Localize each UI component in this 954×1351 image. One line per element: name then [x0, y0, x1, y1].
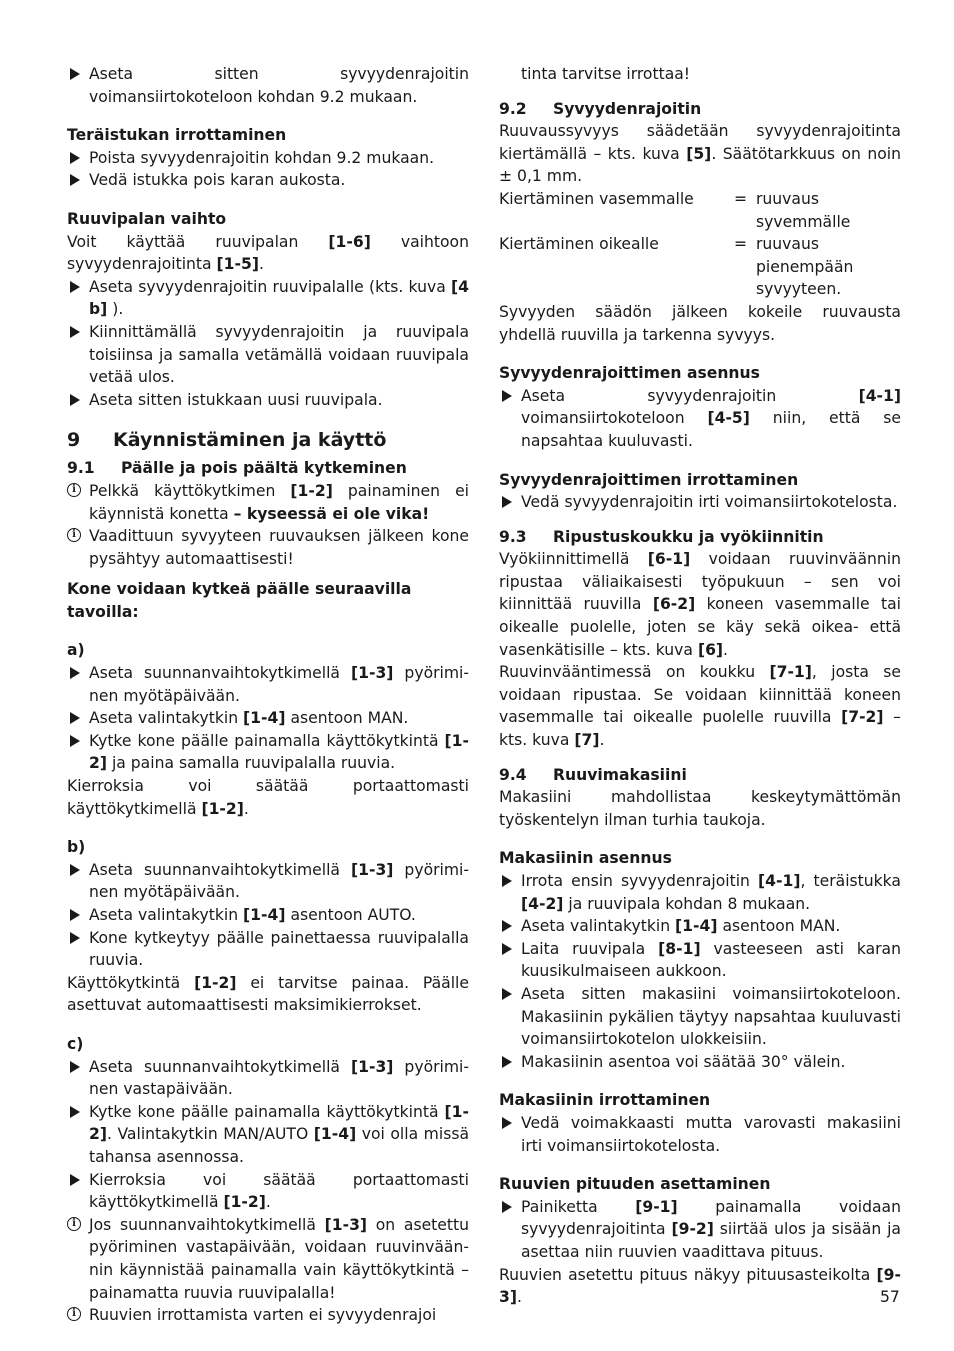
text-run: , josta se voidaan ripustaa. Se voidaan kiinnittää koneen vasemmalle tai oikealle puolelle ruuvilla: [499, 663, 901, 727]
text-run: [4-1]: [858, 386, 901, 405]
info-note: [67, 1304, 469, 1327]
bullet-item: [499, 983, 901, 1051]
bullet-item: [67, 904, 469, 927]
text-run: Ruuvien asetettu pituus näkyy pituusasteikolta: [499, 1265, 877, 1284]
text-run: Ruuvien pituuden asettaminen: [499, 1175, 771, 1194]
text-run: Painiketta: [521, 1197, 636, 1216]
text-run: Vedä voimakkaasti mutta varovasti makasiini irti voimansiirtokotelosta.: [521, 1113, 901, 1155]
page-number: 57: [880, 1288, 900, 1306]
text-run: [1-3]: [351, 860, 394, 879]
paragraph: [499, 548, 901, 661]
text-run: siirtää ulos ja sisään ja asettaa niin ruuvien vaadittava pituus.: [521, 1220, 901, 1261]
spacer: [499, 514, 901, 522]
text-run: , teräistukka: [800, 872, 901, 890]
text-run: – kyseessä ei ole vika!: [233, 504, 430, 523]
subsection-heading: [499, 526, 901, 549]
bullet-item: [67, 63, 469, 108]
text-run: . Säätötarkkuus on noin ± 0,1 mm.: [499, 144, 902, 186]
text-run: [8-1]: [658, 939, 701, 958]
info-icon: i: [67, 1217, 81, 1231]
bullet-item: [67, 662, 469, 707]
text-run: painamalla voidaan syvyydenrajoitinta: [521, 1197, 901, 1239]
text-run: [1-6]: [328, 232, 371, 251]
text-run: on asetettu pyöriminen vastapäivään, voidaan ruuvinväännin käynnistää painamalla vain käyttökytkintä – painamatta ruuvia ruuvipalalla!: [89, 1215, 469, 1302]
text-run: Vedä syvyydenrajoitin irti voimansiirtokotelosta.: [521, 493, 898, 512]
bullet-item: [67, 1101, 469, 1169]
bullet-item: [67, 730, 469, 775]
text-run: [4-1]: [758, 872, 801, 890]
text-run: [1-2]: [290, 481, 333, 500]
text-run: Kytke kone päälle painamalla käyttökytkintä: [89, 731, 445, 750]
spacer: [67, 108, 469, 116]
text-run: ).: [107, 300, 124, 319]
text-run: .: [243, 799, 249, 818]
subheading: [499, 1173, 901, 1196]
paragraph: [499, 1264, 901, 1309]
bullet-item: [499, 915, 901, 938]
text-run: b): [67, 838, 86, 857]
text-run: [1-2]: [194, 973, 237, 992]
text-run: Makasiinin asentoa voi säätää 30° välein.: [521, 1052, 846, 1071]
text-run: Kierroksia voi säätää portaattomasti käyttökytkimellä: [67, 777, 469, 818]
text-run: Aseta sitten istukkaan uusi ruuvipala.: [89, 390, 383, 409]
text-run: [4-5]: [707, 409, 750, 428]
subheading: [499, 469, 901, 492]
bullet-item: [499, 1112, 901, 1157]
text-run: ja paina samalla ruuvipalalla ruuvia.: [106, 754, 396, 773]
left-column: [67, 63, 469, 1327]
section-number: 9.3: [499, 527, 527, 546]
text-run: [1-2]: [223, 1193, 266, 1212]
spacer: [67, 820, 469, 828]
text-run: koneen vasemmalle tai oikealle puolelle, joten se käy sekä oikea- että vasenkätisille – kts. kuva: [499, 595, 901, 659]
text-run: .: [599, 731, 605, 750]
info-icon: i: [67, 528, 81, 542]
spacer: [499, 1157, 901, 1165]
text-run: [6-1]: [647, 550, 691, 569]
text-run: c): [67, 1034, 84, 1053]
text-run: Ruuvimakasiini: [553, 765, 687, 784]
rotation-table: [499, 188, 901, 301]
table-cell: Kiertäminen oikealle: [499, 235, 659, 254]
text-run: [1-5]: [216, 255, 259, 274]
spacer: [67, 623, 469, 631]
text-run: Pelkkä käyttökytkimen: [89, 481, 291, 500]
bullet-item: [499, 1051, 901, 1074]
paragraph: [499, 120, 901, 188]
section-number: 9: [67, 429, 81, 452]
text-run: Vaadittuun syvyyteen ruuvauksen jälkeen kone pysähtyy automaattisesti!: [89, 527, 469, 568]
text-run: Poista syvyydenrajoitin kohdan 9.2 mukaan.: [89, 148, 435, 167]
text-run: pyöriminen myötäpäivään.: [89, 860, 470, 902]
spacer: [499, 346, 901, 354]
text-run: pyöriminen vastapäivään.: [89, 1057, 470, 1099]
text-run: Aseta suunnanvaihtokytkimellä: [89, 1057, 351, 1076]
section-number: 9.2: [499, 99, 527, 118]
text-run: pyöriminen myötäpäivään.: [89, 664, 470, 705]
paragraph: [67, 972, 469, 1017]
text-run: [9-2]: [671, 1220, 714, 1239]
text-run: ja ruuvipala kohdan 8 mukaan.: [563, 894, 811, 913]
bullet-item: [499, 1196, 901, 1264]
table-cell: ruuvaus pienempään syvyyteen.: [756, 235, 854, 299]
bullet-item: [67, 321, 469, 389]
text-run: Syvyydenrajoitin: [553, 99, 702, 118]
text-run: Laita ruuvipala: [521, 939, 659, 958]
info-icon: i: [67, 483, 81, 497]
text-run: asentoon MAN.: [717, 917, 841, 936]
text-run: a): [67, 641, 85, 660]
text-run: Kierroksia voi säätää portaattomasti käyttökytkimellä: [89, 1170, 469, 1212]
subheading: [67, 639, 469, 662]
subheading: [67, 836, 469, 859]
bullet-item: [67, 169, 469, 192]
text-run: Syvyydenrajoittimen asennus: [499, 364, 760, 383]
subsection-heading: [499, 98, 901, 121]
text-run: [4 b]: [89, 277, 469, 319]
table-cell: =: [734, 189, 748, 208]
text-run: Aseta suunnanvaihtokytkimellä: [89, 664, 351, 683]
bullet-item: [499, 870, 901, 915]
spacer: [67, 411, 469, 419]
text-run: Kone kytkeytyy päälle painettaessa ruuvipalalla ruuvia.: [89, 928, 469, 970]
text-run: Ruuvipalan vaihto: [67, 209, 227, 228]
text-run: – kts. kuva: [499, 708, 901, 750]
bullet-item: [499, 938, 901, 983]
text-run: Vedä istukka pois karan aukosta.: [89, 171, 346, 190]
text-run: . Valintakytkin MAN/AUTO: [106, 1125, 314, 1144]
paragraph: [499, 301, 901, 346]
text-run: Aseta syvyydenrajoitin: [521, 386, 859, 405]
section-title: [113, 427, 386, 453]
text-run: [1-4]: [243, 906, 286, 924]
text-run: Syvyyden säädön jälkeen kokeile ruuvausta yhdellä ruuvilla ja tarkenna syvyys.: [499, 302, 901, 344]
text-run: Jos suunnanvaihtokytkimellä: [89, 1215, 325, 1234]
text-run: [7-2]: [841, 708, 884, 727]
info-icon: i: [67, 1307, 81, 1321]
text-run: Käynnistäminen ja käyttö: [113, 429, 387, 452]
text-run: voimansiirtokoteloon: [521, 409, 708, 428]
text-run: Aseta valintakytkin: [521, 917, 676, 936]
paragraph: [499, 786, 901, 831]
text-run: .: [265, 1193, 271, 1212]
paragraph: [67, 231, 469, 276]
text-run: Ripustuskoukku ja vyökiinnitin: [553, 527, 824, 546]
section-number: 9.1: [67, 459, 95, 478]
text-run: Teräistukan irrottaminen: [67, 126, 287, 145]
text-run: Käyttökytkintä: [67, 973, 195, 992]
text-run: vasteeseen asti karan kuusikulmaiseen aukkoon.: [521, 939, 901, 981]
text-run: Päälle ja pois päältä kytkeminen: [121, 459, 407, 478]
text-run: [5]: [686, 144, 712, 163]
spacer: [499, 752, 901, 760]
text-run: Aseta valintakytkin: [89, 709, 244, 728]
text-run: [1-3]: [324, 1215, 368, 1234]
section-title: [553, 764, 687, 787]
spacer: [67, 192, 469, 200]
subsection-heading: [67, 457, 469, 480]
section-number: 9.4: [499, 765, 527, 784]
bullet-item: [67, 1169, 469, 1214]
text-run: Kiinnittämällä syvyydenrajoitin ja ruuvipala toisiinsa ja samalla vetämällä voidaan ruuvipala vetää ulos.: [89, 322, 469, 387]
text-run: [1-4]: [243, 709, 286, 728]
text-run: [1-2]: [89, 731, 469, 773]
text-run: Irrota ensin syvyydenrajoitin: [521, 872, 759, 890]
text-run: Aseta sitten makasiini voimansiirtokoteloon. Makasiinin pykälien täytyy napsahtaa kuuluvasti voimansiirtokotelon ulokkeisiin.: [521, 984, 901, 1049]
paragraph: [499, 661, 901, 751]
text-run: asentoon AUTO.: [285, 906, 416, 924]
text-run: Aseta valintakytkin: [89, 906, 244, 924]
text-run: Aseta suunnanvaihtokytkimellä: [89, 860, 351, 879]
bullet-item: [67, 276, 469, 321]
subheading: [67, 208, 469, 231]
text-run: [6]: [697, 640, 724, 659]
text-run: [1-3]: [351, 1057, 394, 1076]
text-run: [9-3]: [499, 1265, 901, 1307]
text-run: Ruuvien irrottamista varten ei syvyydenrajoi: [89, 1306, 437, 1325]
bullet-item: [67, 859, 469, 904]
spacer: [499, 831, 901, 839]
subsection-heading: [499, 764, 901, 787]
text-run: Aseta syvyydenrajoitin ruuvipalalle (kts. kuva: [89, 277, 452, 296]
text-run: [1-3]: [351, 664, 394, 683]
table-cell: =: [734, 235, 748, 254]
subheading: [67, 578, 469, 623]
section-title: [553, 526, 824, 549]
spacer: [67, 1017, 469, 1025]
subheading: [499, 847, 901, 870]
section-heading: [67, 427, 469, 453]
text-run: painaminen ei käynnistä konetta: [89, 481, 470, 523]
text-run: .: [258, 255, 264, 274]
info-note: [67, 1214, 469, 1304]
spacer: [499, 1073, 901, 1081]
text-run: Makasiinin asennus: [499, 849, 672, 868]
text-run: tinta tarvitse irrottaa!: [521, 65, 691, 83]
text-run: [6-2]: [652, 595, 696, 614]
text-run: .: [516, 1288, 522, 1307]
text-run: .: [723, 640, 729, 659]
text-run: vaihtoon syvyydenrajoitinta: [67, 232, 469, 274]
spacer: [499, 453, 901, 461]
text-run: voidaan ruuvinväännin ripustaa väliaikaisesti työpukuun – sen voi kiinnittää ruuvilla: [499, 550, 901, 614]
text-run: Kytke kone päälle painamalla käyttökytkintä: [89, 1102, 445, 1121]
text-run: [7]: [574, 731, 600, 750]
subheading: [67, 124, 469, 147]
text-run: ei tarvitse painaa. Päälle asettuvat automaattisesti maksimikierrokset.: [67, 973, 469, 1015]
subheading: [67, 1033, 469, 1056]
text-run: [1-2]: [201, 799, 244, 818]
bullet-item: [67, 1056, 469, 1101]
text-run: Ruuvaussyvyys säädetään syvyydenrajoitinta kiertämällä – kts. kuva: [499, 122, 901, 163]
right-column: [499, 63, 901, 1309]
table-cell: Kiertäminen vasemmalle: [499, 189, 694, 208]
text-run: niin, että se napsahtaa kuuluvasti.: [521, 409, 902, 450]
spacer: [499, 86, 901, 94]
bullet-item: [67, 147, 469, 170]
text-run: [1-4]: [313, 1125, 357, 1144]
text-run: Kone voidaan kytkeä päälle seuraavilla tavoilla:: [67, 580, 412, 621]
section-title: [553, 98, 701, 121]
text-run: [4-2]: [521, 894, 564, 913]
text-run: Syvyydenrajoittimen irrottaminen: [499, 470, 799, 489]
subheading: [499, 362, 901, 385]
continued-text: [499, 63, 901, 86]
bullet-item: [499, 491, 901, 514]
subheading: [499, 1089, 901, 1112]
text-run: Aseta sitten syvyydenrajoitin voimansiirtokoteloon kohdan 9.2 mukaan.: [89, 65, 469, 106]
bullet-item: [67, 389, 469, 412]
text-run: asentoon MAN.: [285, 709, 409, 728]
text-run: [1-2]: [89, 1102, 469, 1144]
text-run: Ruuvinvääntimessä on koukku: [499, 663, 770, 682]
text-run: [9-1]: [635, 1197, 678, 1216]
section-title: [121, 457, 407, 480]
bullet-item: [499, 385, 901, 453]
info-note: [67, 525, 469, 570]
info-note: [67, 480, 469, 525]
paragraph: [67, 775, 469, 820]
text-run: Vyökiinnittimellä: [499, 550, 648, 569]
text-run: Makasiinin irrottaminen: [499, 1091, 711, 1110]
text-run: [1-4]: [675, 917, 718, 936]
bullet-item: [67, 927, 469, 972]
text-run: Makasiini mahdollistaa keskeytymättömän työskentelyn ilman turhia taukoja.: [499, 788, 901, 829]
text-run: Voit käyttää ruuvipalan: [67, 232, 329, 251]
text-run: voi olla missä tahansa asennossa.: [89, 1125, 469, 1166]
bullet-item: [67, 707, 469, 730]
text-run: [7-1]: [769, 663, 812, 682]
table-cell: ruuvaus syvemmälle: [756, 189, 851, 231]
